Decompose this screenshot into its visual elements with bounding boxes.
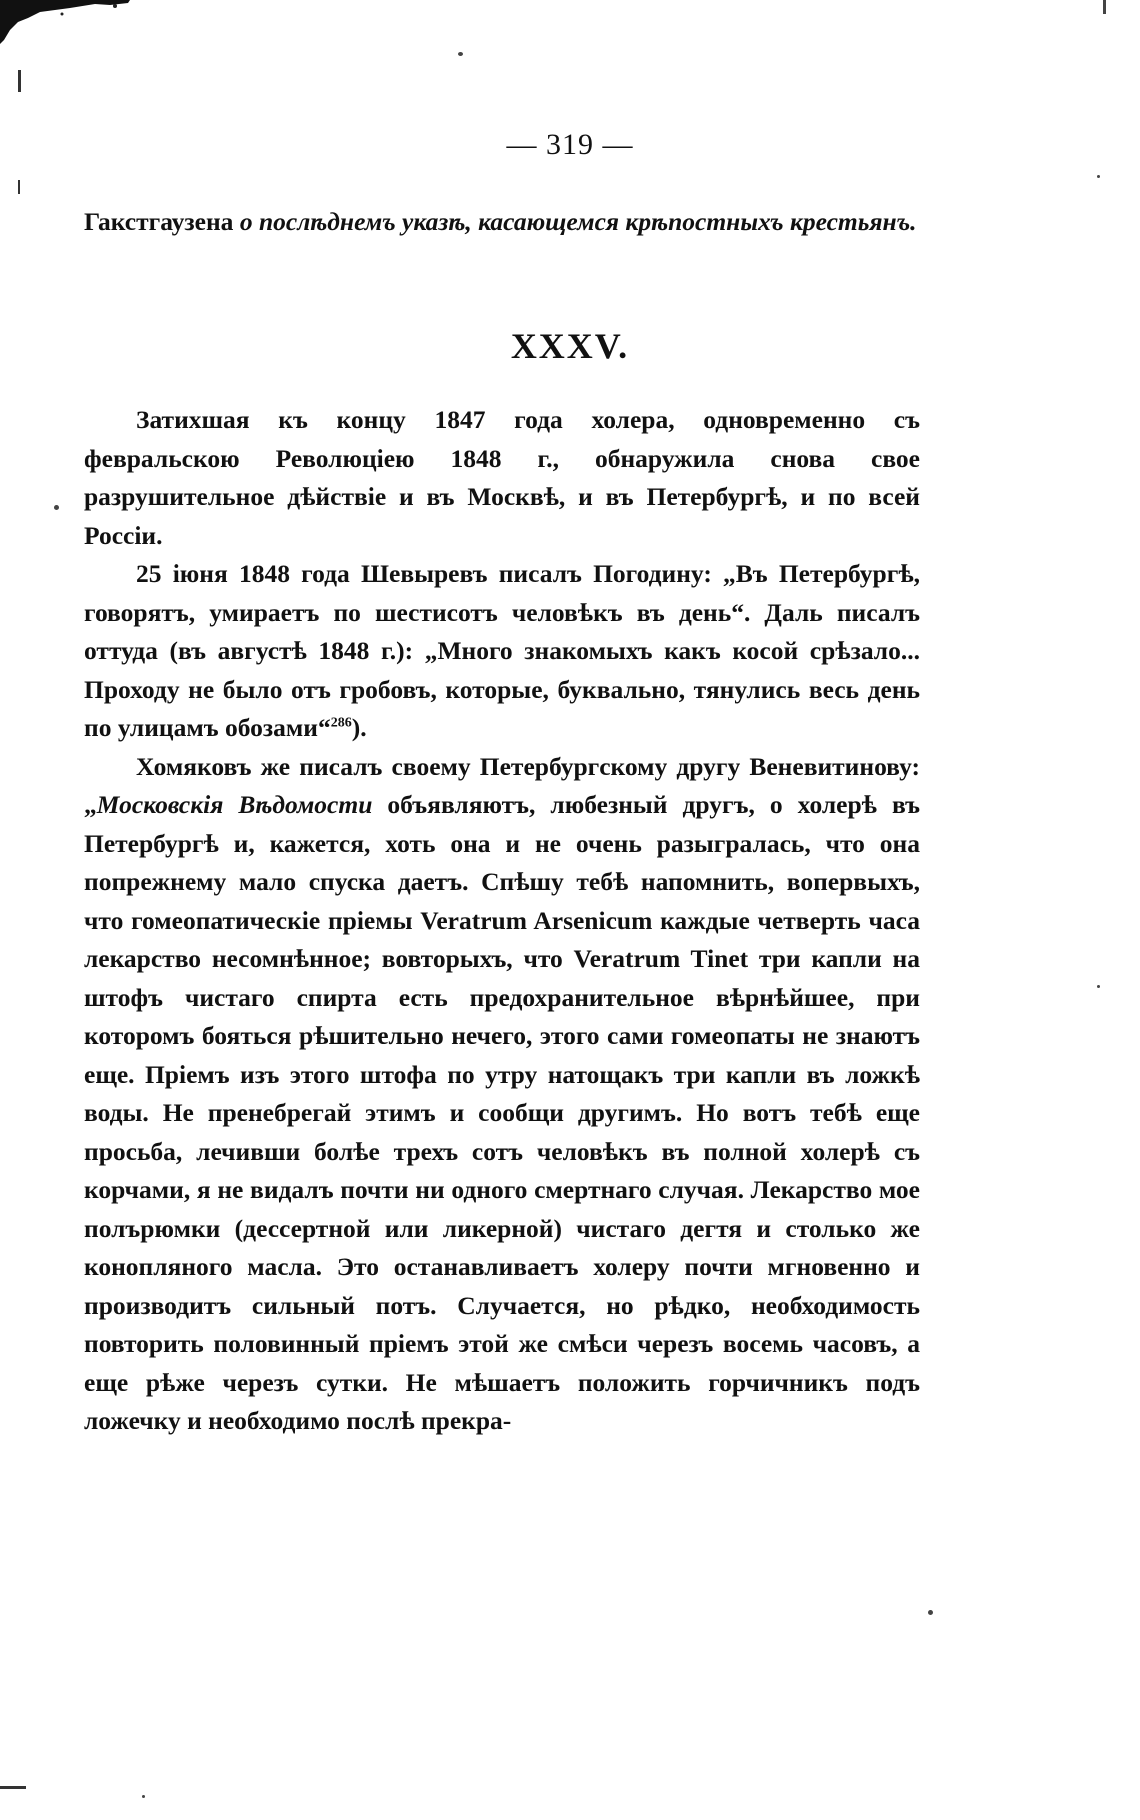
scan-speck <box>458 52 463 56</box>
scan-speck <box>1097 175 1100 178</box>
chapter-body <box>84 401 920 1441</box>
scan-speck <box>54 505 59 510</box>
scan-edge-mark <box>0 1786 26 1789</box>
carry-over-text <box>84 203 920 242</box>
scan-speck <box>1097 985 1100 988</box>
paragraph <box>84 555 920 748</box>
paragraph <box>84 401 920 555</box>
newspaper-title: Московскія Вѣдомости <box>96 790 373 819</box>
scan-speck <box>928 1610 933 1615</box>
scan-speck <box>1103 0 1106 14</box>
paragraph <box>84 748 920 1441</box>
scan-edge-mark <box>18 70 21 92</box>
paragraph-text: объявляютъ, любезный другъ, о холерѣ въ Петербургѣ и, кажется, хоть она и не очень разыгралась, что она попрежнему мало спуска даетъ. Спѣшу тебѣ напомнить, вопервыхъ, что гомеопатическіе пріемы Veratrum Arsenicum каждые четверть часа лекарство несомнѣнное; вовторыхъ, что Veratrum Tinet три капли на штофъ чистаго спирта есть предохранительное вѣрнѣйшее, при которомъ бояться рѣшительно нечего, этого сами гомеопаты не знаютъ еще. Пріемъ изъ этого штофа по утру натощакъ три капли въ ложкѣ воды. Не пренебрегай этимъ и сообщи другимъ. Но вотъ тебѣ еще просьба, лечивши болѣе трехъ сотъ человѣкъ въ полной холерѣ съ корчами, я не видалъ почти ни одного смертнаго случая. Лекарство мое полърюмки (дессертной или ликерной) чистаго дегтя и столько же конопляного масла. Это останавливаетъ холеру почти мгновенно и производитъ сильный потъ. Случается, но рѣдко, необходимость повторить половинный пріемъ этой же смѣси черезъ восемь часовъ, а еще рѣже черезъ сутки. Не мѣшаетъ положить горчичникъ подъ ложечку и необходимо послѣ прекра- <box>84 790 920 1435</box>
paragraph-text-lead: Хомяковъ же писалъ своему Петербургскому другу Веневитинову: „ <box>84 751 920 819</box>
scan-speck <box>142 1795 145 1798</box>
carry-over-italic: о послѣднемъ указѣ, касающемся крѣпостныхъ крестьянъ. <box>239 207 917 236</box>
page-number: — 319 — <box>506 128 634 161</box>
scan-edge-mark <box>18 180 20 194</box>
chapter-heading: XXXV. <box>510 326 630 366</box>
footnote-marker: 286 <box>330 715 352 731</box>
paragraph-text-tail: ). <box>351 713 367 742</box>
scan-corner-blot <box>0 0 130 60</box>
paragraph-text: Затихшая къ концу 1847 года холера, одновременно съ февральскою Революціею 1848 г., обнаружила снова свое разрушительное дѣйствіе и въ Москвѣ, и въ Петербургѣ, и по всей Россіи. <box>84 405 920 550</box>
carry-over-regular: Гакстгаузена <box>84 207 240 236</box>
paragraph-text: 25 іюня 1848 года Шевыревъ писалъ Погодину: „Въ Петербургѣ, говорятъ, умираетъ по шестисотъ человѣкъ въ день“. Даль писалъ оттуда (въ августѣ 1848 г.): „Много знакомыхъ какъ косой срѣзало... Проходу не было отъ гробовъ, которые, буквально, тянулись весь день по улицамъ обозами“ <box>84 559 920 742</box>
